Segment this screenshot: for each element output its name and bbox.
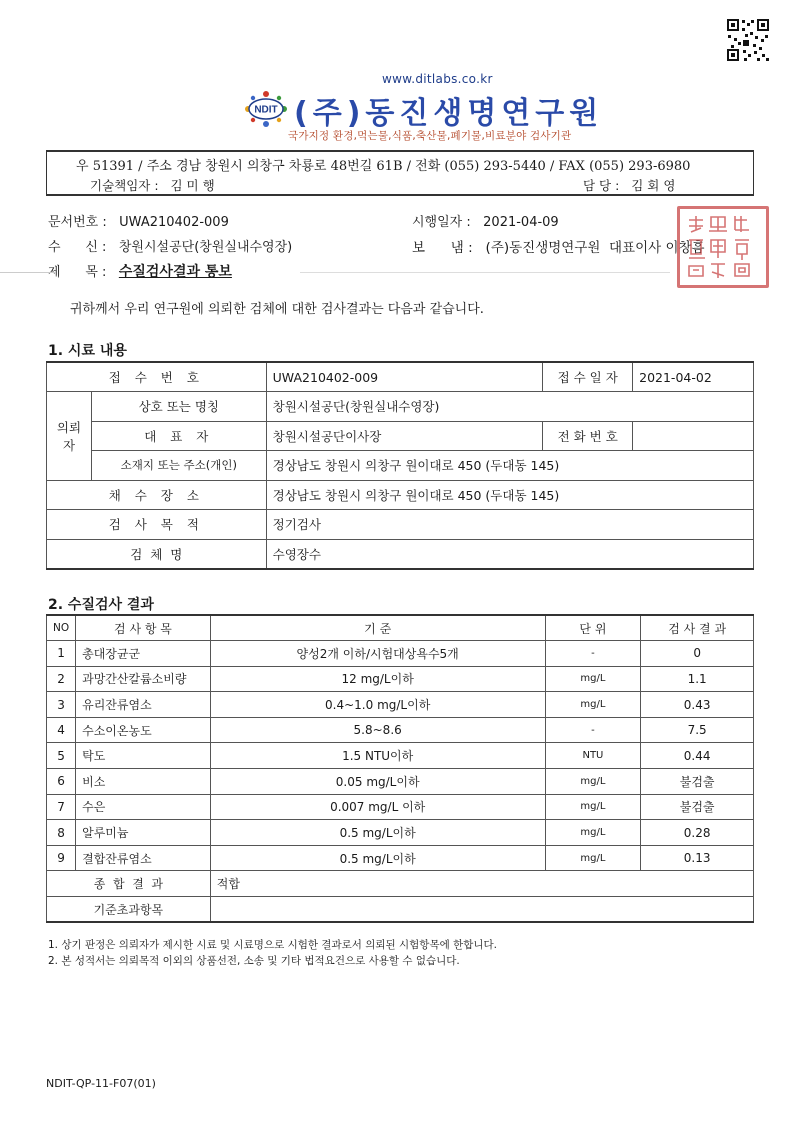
- unit-value: mg/L: [545, 820, 641, 846]
- client-name-value: 창원시설공단(창원실내수영장): [266, 392, 753, 422]
- unit-value: NTU: [545, 743, 641, 769]
- standard-value: 양성2개 이하/시험대상욕수5개: [210, 641, 545, 667]
- technical-manager: [90, 176, 215, 194]
- test-item: 총대장균군: [76, 641, 211, 667]
- sender-label: 보 냄 :: [412, 240, 473, 256]
- qr-code: [726, 18, 770, 62]
- test-item: 유리잔류염소: [76, 692, 211, 718]
- column-header: 검 사 항 목: [76, 615, 211, 641]
- table-row: [47, 820, 754, 846]
- table-row: [47, 794, 754, 820]
- standard-value: 0.4~1.0 mg/L이하: [210, 692, 545, 718]
- table-row: [47, 641, 754, 667]
- test-item: 비소: [76, 769, 211, 795]
- issue-date: [412, 211, 559, 230]
- summary-label: 종 합 결 과: [47, 871, 211, 897]
- logo-text: NDIT: [254, 104, 278, 116]
- table-row: [47, 666, 754, 692]
- test-item: 알루미늄: [76, 820, 211, 846]
- standard-value: 1.5 NTU이하: [210, 743, 545, 769]
- intro-text: 귀하께서 우리 연구원에 의뢰한 검체에 대한 검사결과는 다음과 같습니다.: [70, 302, 484, 317]
- issue-date-label: 시행일자 :: [412, 215, 471, 230]
- contact-name: 김 회 영: [631, 178, 676, 193]
- receipt-date-value: 2021-04-02: [633, 362, 754, 392]
- standard-value: 0.5 mg/L이하: [210, 820, 545, 846]
- unit-value: mg/L: [545, 666, 641, 692]
- result-value: 0: [641, 641, 754, 667]
- contact-label: 담 당 :: [583, 178, 620, 193]
- test-item: 수은: [76, 794, 211, 820]
- result-value: 불검출: [641, 794, 754, 820]
- unit-value: mg/L: [545, 794, 641, 820]
- summary-row: [47, 871, 754, 897]
- test-item: 과망간산칼륨소비량: [76, 666, 211, 692]
- result-value: 0.44: [641, 743, 754, 769]
- subject-label: 제 목 :: [48, 265, 107, 280]
- company-name: (주)동진생명연구원: [294, 96, 604, 131]
- subject-value: 수질검사결과 통보: [118, 264, 232, 280]
- results-table: [46, 614, 754, 923]
- phone-value: [633, 421, 754, 451]
- company-address: 우 51391 / 주소 경남 창원시 의창구 차룡로 48번길 61B / 전화 (055) 293-5440 / FAX (055) 293-6980: [76, 159, 691, 174]
- company-logo: [238, 90, 294, 128]
- table-row: [47, 362, 754, 392]
- result-value: 0.28: [641, 820, 754, 846]
- row-number: 6: [47, 769, 76, 795]
- result-value: 7.5: [641, 717, 754, 743]
- document-number-label: 문서번호 :: [48, 215, 107, 230]
- unit-value: -: [545, 717, 641, 743]
- table-row: [47, 421, 754, 451]
- company-subtitle: 국가지정 환경,먹는물,식품,축산물,폐기물,비료분야 검사기관: [288, 130, 572, 142]
- sample-info-table: [46, 361, 754, 570]
- table-row: [47, 510, 754, 540]
- divider: [300, 272, 670, 273]
- table-row: [47, 743, 754, 769]
- unit-value: -: [545, 641, 641, 667]
- column-header: 단 위: [545, 615, 641, 641]
- row-number: 7: [47, 794, 76, 820]
- unit-value: mg/L: [545, 692, 641, 718]
- row-number: 3: [47, 692, 76, 718]
- table-header-row: [47, 615, 754, 641]
- result-value: 0.13: [641, 845, 754, 871]
- exceed-items-value: [210, 897, 753, 923]
- divider: [0, 272, 56, 273]
- row-number: 5: [47, 743, 76, 769]
- standard-value: 0.05 mg/L이하: [210, 769, 545, 795]
- unit-value: mg/L: [545, 845, 641, 871]
- row-number: 9: [47, 845, 76, 871]
- sender-value: (주)동진생명연구원 대표이사 이창흠: [485, 240, 705, 256]
- test-purpose-label: 검 사 목 적: [47, 510, 267, 540]
- test-purpose-value: 정기검사: [266, 510, 753, 540]
- exceed-row: [47, 897, 754, 923]
- table-row: [47, 769, 754, 795]
- row-number: 2: [47, 666, 76, 692]
- column-header: NO: [47, 615, 76, 641]
- exceed-items-label: 기준초과항목: [47, 897, 211, 923]
- table-row: [47, 692, 754, 718]
- test-item: 수소이온농도: [76, 717, 211, 743]
- unit-value: mg/L: [545, 769, 641, 795]
- notes: [48, 937, 497, 969]
- note-item: 1. 상기 판정은 의뢰자가 제시한 시료 및 시료명으로 시험한 결과로서 의뢰된 시험항목에 한합니다.: [48, 939, 497, 951]
- recipient-label: 수 신 :: [48, 240, 107, 255]
- technical-manager-label: 기술책임자 :: [90, 178, 159, 193]
- table-row: [47, 451, 754, 481]
- client-address-label: 소재지 또는 주소(개인): [91, 451, 266, 481]
- section-title-sample: 1. 시료 내용: [48, 343, 127, 359]
- subject: [48, 261, 232, 281]
- standard-value: 12 mg/L이하: [210, 666, 545, 692]
- result-value: 불검출: [641, 769, 754, 795]
- sender: [412, 236, 705, 256]
- recipient: [48, 236, 292, 255]
- table-row: [47, 539, 754, 569]
- receipt-date-label: 접 수 일 자: [543, 362, 633, 392]
- row-number: 4: [47, 717, 76, 743]
- result-value: 0.43: [641, 692, 754, 718]
- result-value: 1.1: [641, 666, 754, 692]
- representative-value: 창원시설공단이사장: [266, 421, 543, 451]
- technical-manager-name: 김 미 행: [170, 178, 215, 193]
- sample-name-label: 검 체 명: [47, 539, 267, 569]
- section-title-results: 2. 수질검사 결과: [48, 597, 154, 613]
- issue-date-value: 2021-04-09: [483, 215, 559, 230]
- note-item: 2. 본 성적서는 의뢰목적 이외의 상품선전, 소송 및 기타 법적요건으로 사용할 수 없습니다.: [48, 955, 460, 967]
- table-row: [47, 717, 754, 743]
- standard-value: 0.007 mg/L 이하: [210, 794, 545, 820]
- form-code: NDIT-QP-11-F07(01): [46, 1077, 156, 1090]
- client-address-value: 경상남도 창원시 의창구 원이대로 450 (두대동 145): [266, 451, 753, 481]
- summary-value: 적합: [210, 871, 753, 897]
- test-item: 결합잔류염소: [76, 845, 211, 871]
- table-row: [47, 480, 754, 510]
- row-number: 1: [47, 641, 76, 667]
- sampling-site-value: 경상남도 창원시 의창구 원이대로 450 (두대동 145): [266, 480, 753, 510]
- test-item: 탁도: [76, 743, 211, 769]
- column-header: 기 준: [210, 615, 545, 641]
- receipt-number-label: 접 수 번 호: [47, 362, 267, 392]
- document-number-value: UWA210402-009: [119, 215, 229, 230]
- client-label: 의뢰자: [47, 392, 92, 481]
- standard-value: 0.5 mg/L이하: [210, 845, 545, 871]
- representative-label: 대 표 자: [91, 421, 266, 451]
- client-name-label: 상호 또는 명칭: [91, 392, 266, 422]
- sample-name-value: 수영장수: [266, 539, 753, 569]
- standard-value: 5.8~8.6: [210, 717, 545, 743]
- receipt-number-value: UWA210402-009: [266, 362, 543, 392]
- website-url[interactable]: www.ditlabs.co.kr: [382, 72, 493, 86]
- column-header: 검 사 결 과: [641, 615, 754, 641]
- document-number: [48, 211, 229, 230]
- table-row: [47, 845, 754, 871]
- official-seal: [677, 206, 769, 288]
- phone-label: 전 화 번 호: [543, 421, 633, 451]
- recipient-value: 창원시설공단(창원실내수영장): [118, 240, 293, 255]
- sampling-site-label: 채 수 장 소: [47, 480, 267, 510]
- row-number: 8: [47, 820, 76, 846]
- contact-person: [583, 176, 675, 194]
- table-row: [47, 392, 754, 422]
